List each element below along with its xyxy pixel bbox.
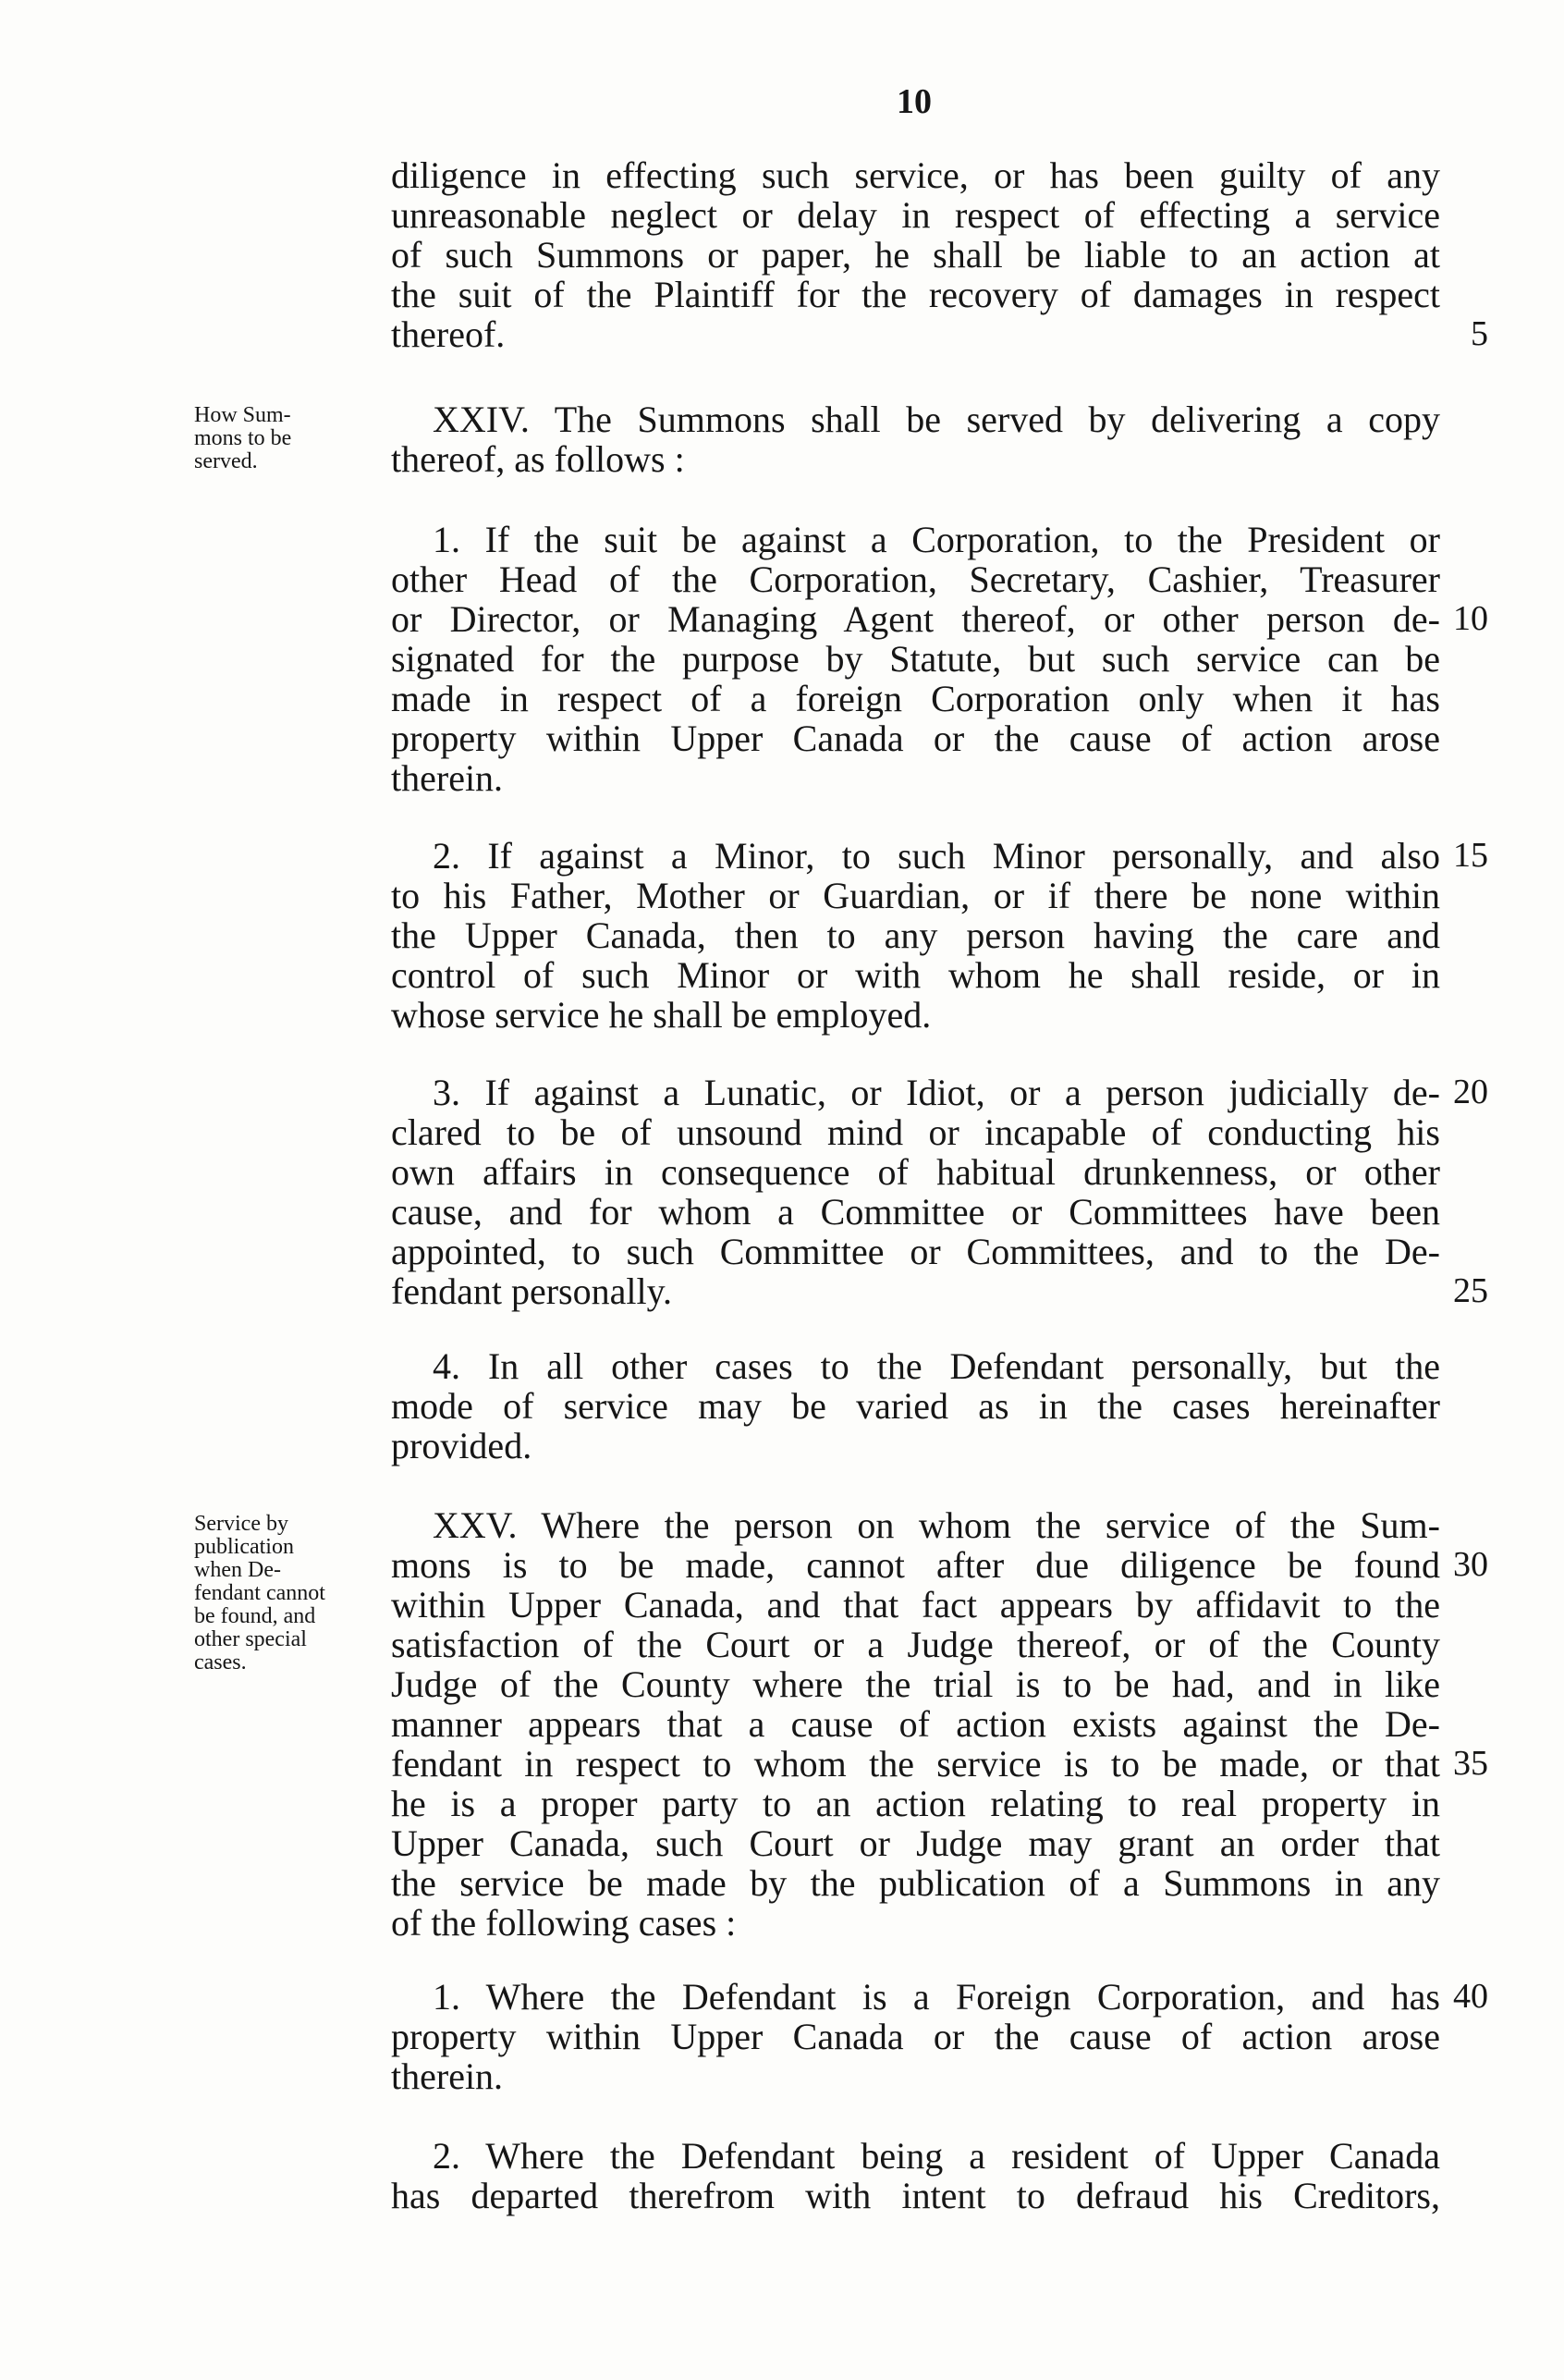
margin-note-line: be found, and [194, 1604, 316, 1628]
text-line: or Director, or Managing Agent thereof, or other person de- [391, 598, 1440, 640]
line-number: 25 [1453, 1271, 1488, 1310]
margin-note-service-by-publication [194, 1513, 393, 1675]
text-line: 1. If the suit be against a Corporation, to the President or [433, 519, 1440, 560]
text-line: control of such Minor or with whom he shall reside, or in [391, 954, 1440, 996]
margin-note-line: other special [194, 1627, 307, 1651]
line-number: 35 [1453, 1744, 1488, 1783]
text-line: the service be made by the publication of a Summons in any [391, 1862, 1440, 1904]
text-line: clared to be of unsound mind or incapable of conducting his [391, 1111, 1440, 1153]
text-line: Judge of the County where the trial is to be had, and in like [391, 1663, 1440, 1705]
text-line: fendant personally. [391, 1270, 672, 1312]
text-line: unreasonable neglect or delay in respect of effecting a service [391, 194, 1440, 236]
clause-1-corporation [391, 520, 1440, 798]
margin-note-line: served. [194, 449, 258, 473]
clause-2-minor [391, 836, 1440, 1035]
text-line: fendant in respect to whom the service is to be made, or that [391, 1743, 1440, 1785]
clause-1-foreign-corporation [391, 1977, 1440, 2096]
text-line: cause, and for whom a Committee or Committees have been [391, 1191, 1440, 1233]
text-line: satisfaction of the Court or a Judge thereof, or of the County [391, 1624, 1440, 1665]
text-line: the suit of the Plaintiff for the recovery of damages in respect [391, 274, 1440, 315]
text-line: therein. [391, 2055, 504, 2097]
line-number: 30 [1453, 1545, 1488, 1584]
page-number: 10 [897, 82, 932, 121]
margin-note-line: mons to be [194, 426, 292, 450]
line-number: 15 [1453, 836, 1488, 875]
text-line: made in respect of a foreign Corporation only when it has [391, 678, 1440, 719]
text-line: 2. If against a Minor, to such Minor personally, and also [433, 835, 1440, 877]
clause-3-lunatic [391, 1073, 1440, 1311]
text-line: mons is to be made, cannot after due diligence be found [391, 1544, 1440, 1586]
text-line: to his Father, Mother or Guardian, or if there be none within [391, 875, 1440, 916]
text-line: property within Upper Canada or the cause of action arose [391, 2016, 1440, 2057]
text-line: the Upper Canada, then to any person having the care and [391, 914, 1440, 956]
text-line: within Upper Canada, and that fact appears by affidavit to the [391, 1584, 1440, 1626]
text-line: thereof. [391, 313, 506, 355]
section-xxv [391, 1505, 1440, 1943]
clause-2-departed-resident [391, 2136, 1440, 2215]
text-line: has departed therefrom with intent to defraud his Creditors, [391, 2175, 1440, 2216]
section-xxiv [391, 399, 1440, 479]
line-number: 5 [1471, 314, 1488, 353]
clause-4-other-cases [391, 1346, 1440, 1466]
text-line: whose service he shall be employed. [391, 994, 932, 1036]
text-line: of the following cases : [391, 1902, 737, 1944]
text-line: 1. Where the Defendant is a Foreign Corporation, and has [433, 1976, 1440, 2018]
text-line: diligence in effecting such service, or has been guilty of any [391, 154, 1440, 196]
text-line: XXV. Where the person on whom the service of the Sum- [433, 1504, 1440, 1546]
text-line: thereof, as follows : [391, 438, 685, 480]
margin-note-line: fendant cannot [194, 1581, 325, 1605]
text-line: therein. [391, 757, 504, 799]
text-line: he is a proper party to an action relating to real property in [391, 1783, 1440, 1824]
text-line: 2. Where the Defendant being a resident of Upper Canada [433, 2135, 1440, 2177]
margin-note-line: publication [194, 1535, 294, 1559]
line-number: 20 [1453, 1073, 1488, 1111]
line-number: 10 [1453, 599, 1488, 638]
text-line: XXIV. The Summons shall be served by delivering a copy [433, 399, 1440, 440]
text-line: manner appears that a cause of action exists against the De- [391, 1703, 1440, 1745]
text-line: Upper Canada, such Court or Judge may grant an order that [391, 1822, 1440, 1864]
text-line: appointed, to such Committee or Committees, and to the De- [391, 1231, 1440, 1272]
text-line: property within Upper Canada or the cause of action arose [391, 718, 1440, 759]
text-line: of such Summons or paper, he shall be liable to an action at [391, 234, 1440, 276]
text-line: own affairs in consequence of habitual drunkenness, or other [391, 1151, 1440, 1193]
text-line: provided. [391, 1425, 532, 1466]
margin-note-line: when De- [194, 1558, 281, 1582]
text-line: 4. In all other cases to the Defendant personally, but the [433, 1345, 1440, 1387]
text-line: mode of service may be varied as in the cases hereinafter [391, 1385, 1440, 1427]
text-line: signated for the purpose by Statute, but such service can be [391, 638, 1440, 680]
text-line: other Head of the Corporation, Secretary, Cashier, Treasurer [391, 558, 1440, 600]
line-number: 40 [1453, 1977, 1488, 2016]
paragraph-continuation [391, 155, 1440, 354]
margin-note-line: cases. [194, 1650, 247, 1675]
margin-note-line: How Sum- [194, 403, 291, 427]
margin-note-line: Service by [194, 1512, 288, 1536]
text-line: 3. If against a Lunatic, or Idiot, or a person judicially de- [433, 1072, 1440, 1113]
margin-note-how-summons-served [194, 404, 393, 473]
